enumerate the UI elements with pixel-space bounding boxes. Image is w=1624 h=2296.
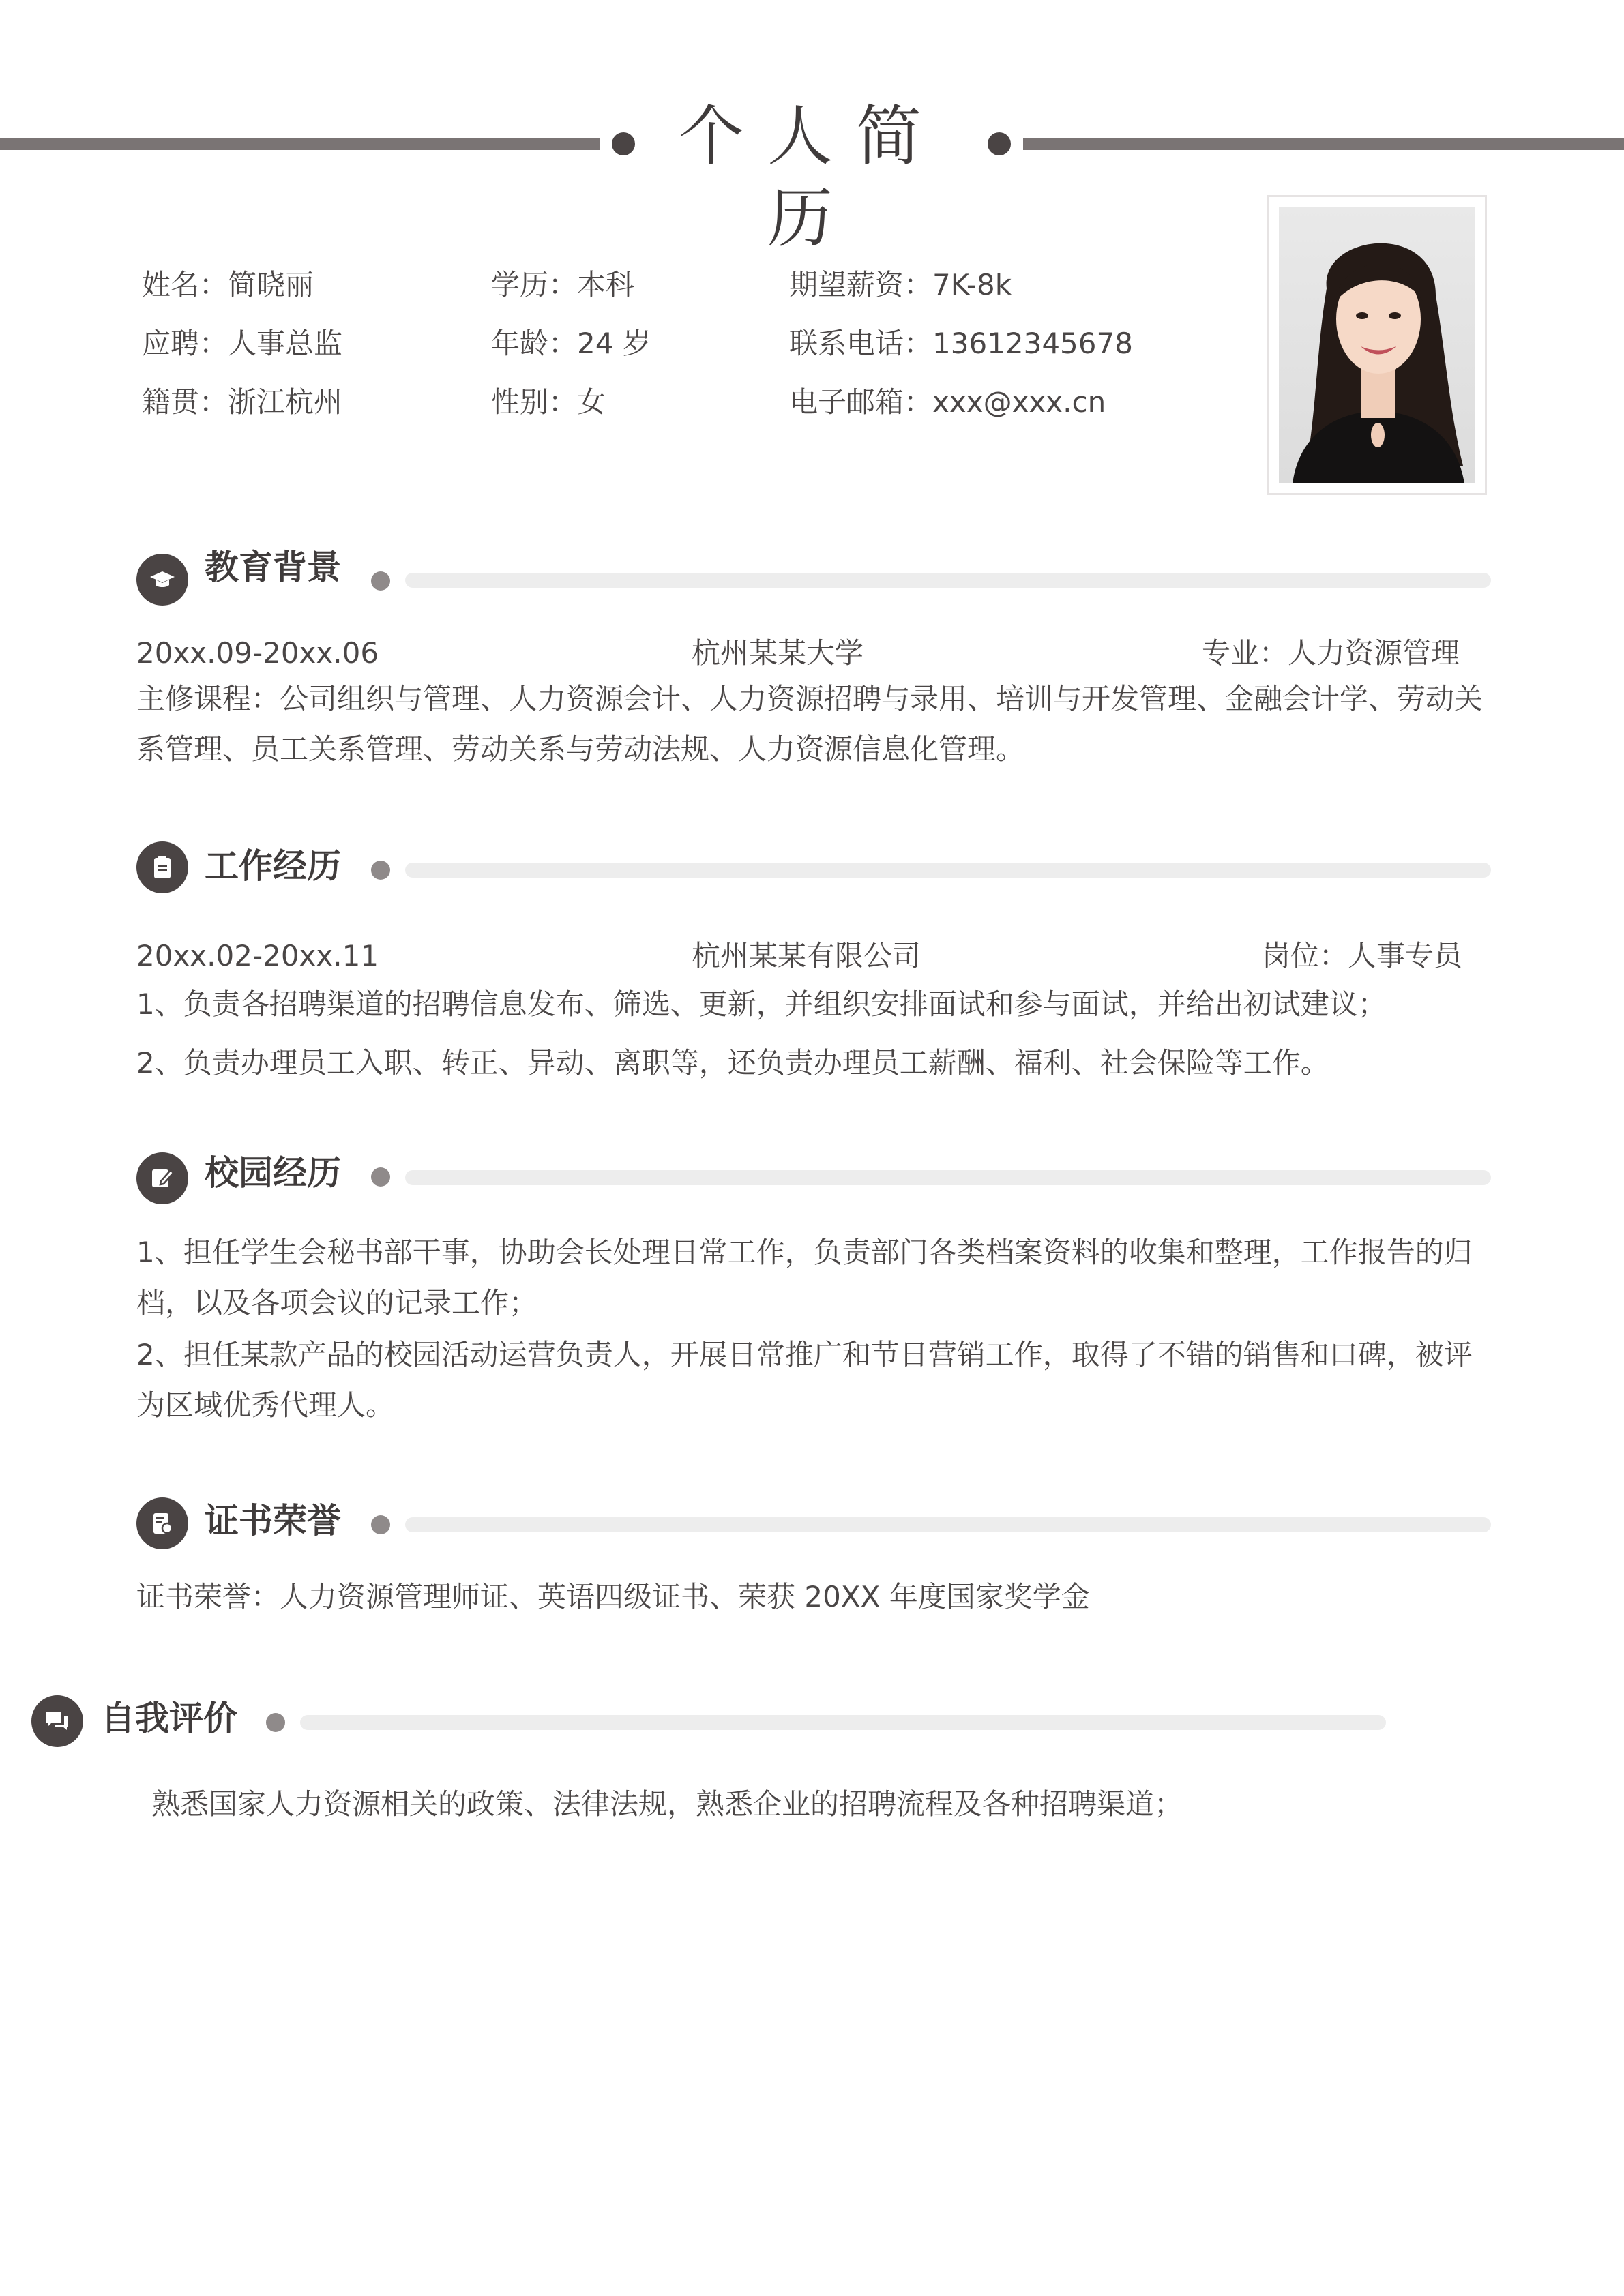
info-hometown: 籍贯：浙江杭州 — [142, 385, 343, 419]
edit-icon — [136, 1152, 188, 1204]
section-divider — [405, 863, 1491, 878]
chat-bubbles-icon — [31, 1695, 83, 1747]
header-dot-right — [988, 132, 1011, 155]
section-title-campus: 校园经历 — [205, 1153, 341, 1193]
info-email: 电子邮箱：xxx@xxx.cn — [789, 385, 1106, 419]
work-company: 杭州某某有限公司 — [692, 939, 921, 972]
graduation-cap-icon — [136, 554, 188, 606]
info-salary: 期望薪资：7K-8k — [789, 268, 1012, 301]
section-dot — [371, 1515, 390, 1534]
work-role: 岗位：人事专员 — [1262, 939, 1463, 972]
info-gender: 性别：女 — [491, 385, 606, 419]
section-dot — [371, 571, 390, 591]
work-item: 2、负责办理员工入职、转正、异动、离职等，还负责办理员工薪酬、福利、社会保险等工作。 — [136, 1046, 1329, 1079]
header-bar-right — [1023, 138, 1624, 150]
section-dot — [266, 1713, 285, 1732]
header-bar-left — [0, 138, 600, 150]
campus-item: 2、担任某款产品的校园活动运营负责人，开展日常推广和节日营销工作，取得了不错的销售和口碑，被评为区域优秀代理人。 — [136, 1338, 1473, 1422]
info-phone: 联系电话：13612345678 — [789, 327, 1133, 360]
page-title: 个人简历 — [679, 98, 945, 256]
section-dot — [371, 861, 390, 880]
campus-item: 1、担任学生会秘书部干事，协助会长处理日常工作，负责部门各类档案资料的收集和整理，工作报告的归档，以及各项会议的记录工作； — [136, 1236, 1473, 1320]
section-title-work: 工作经历 — [205, 846, 341, 886]
info-name: 姓名：简晓丽 — [142, 268, 314, 301]
section-title-certificates: 证书荣誉 — [205, 1501, 341, 1540]
profile-photo-frame — [1267, 195, 1487, 495]
clipboard-icon — [136, 841, 188, 893]
section-title-education: 教育背景 — [205, 548, 341, 587]
education-school: 杭州某某大学 — [692, 636, 864, 670]
section-divider — [405, 1170, 1491, 1185]
self-eval-text: 熟悉国家人力资源相关的政策、法律法规，熟悉企业的招聘流程及各种招聘渠道； — [151, 1787, 1183, 1821]
header-dot-left — [612, 132, 635, 155]
work-period: 20xx.02-20xx.11 — [136, 939, 379, 972]
education-major: 专业：人力资源管理 — [1202, 636, 1460, 670]
info-education: 学历：本科 — [491, 268, 635, 301]
info-position: 应聘：人事总监 — [142, 327, 343, 360]
education-courses: 主修课程：公司组织与管理、人力资源会计、人力资源招聘与录用、培训与开发管理、金融会计学、劳动关系管理、员工关系管理、劳动关系与劳动法规、人力资源信息化管理。 — [136, 682, 1483, 766]
work-item: 1、负责各招聘渠道的招聘信息发布、筛选、更新，并组织安排面试和参与面试，并给出初试建议； — [136, 987, 1387, 1021]
education-period: 20xx.09-20xx.06 — [136, 636, 379, 670]
info-age: 年龄：24 岁 — [491, 327, 651, 360]
section-divider — [405, 573, 1491, 588]
section-dot — [371, 1167, 390, 1187]
section-divider — [405, 1517, 1491, 1532]
profile-photo — [1279, 207, 1475, 483]
section-divider — [300, 1715, 1386, 1730]
certificates-text: 证书荣誉：人力资源管理师证、英语四级证书、荣获 20XX 年度国家奖学金 — [136, 1580, 1090, 1613]
certificate-icon — [136, 1497, 188, 1549]
section-title-self-eval: 自我评价 — [101, 1699, 237, 1738]
